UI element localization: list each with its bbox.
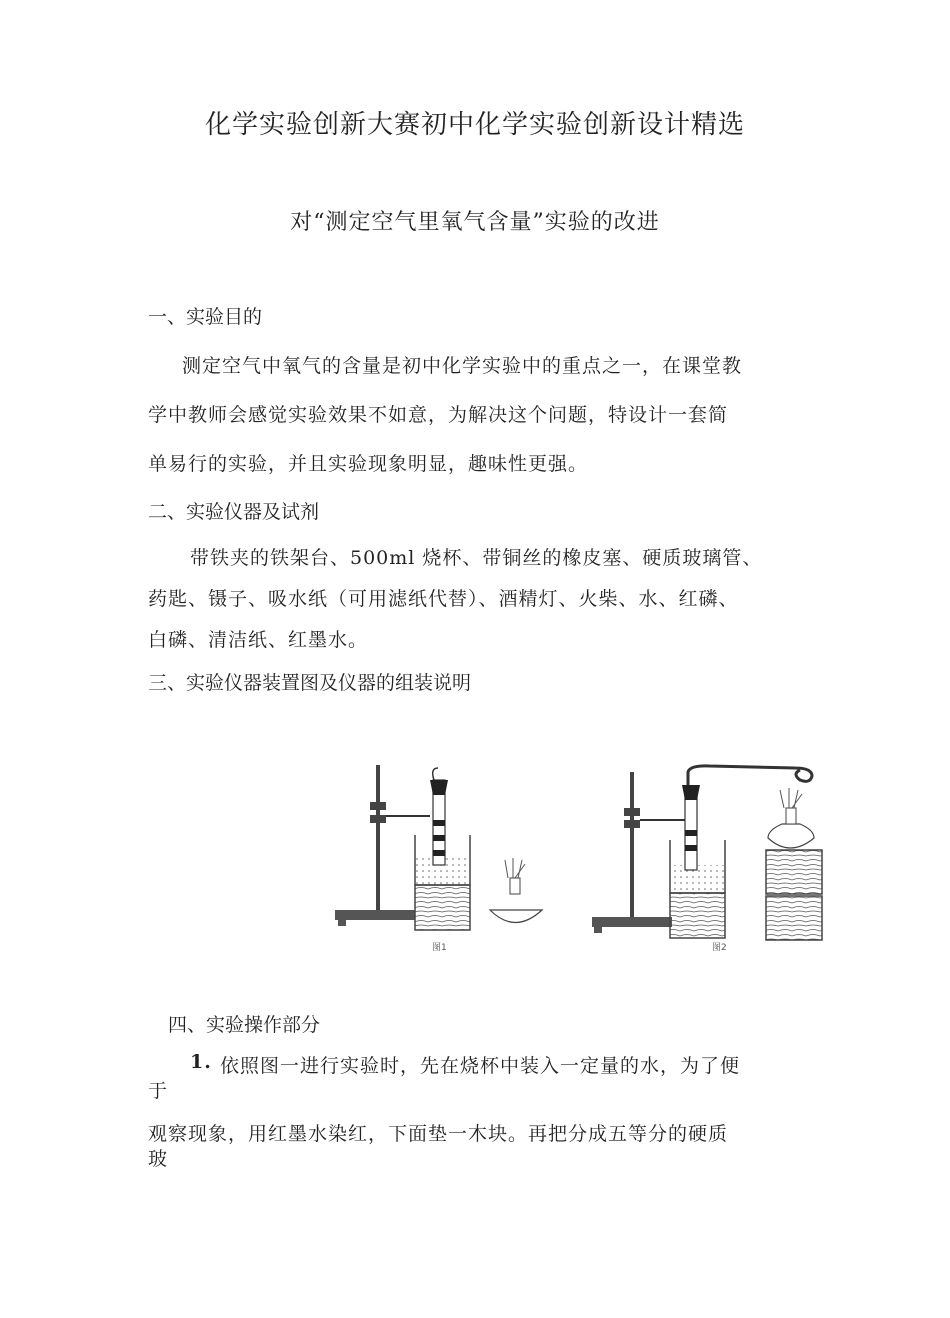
wood-block <box>766 896 822 940</box>
paragraph-line: 带铁夹的铁架台、500ml 烧杯、带铜丝的橡皮塞、硬质玻璃管、 <box>190 547 763 569</box>
section-heading-operation: 四、实验操作部分 <box>168 1014 321 1036</box>
paragraph-line: 观察现象，用红墨水染红，下面垫一木块。再把分成五等分的硬质 <box>148 1123 729 1145</box>
apparatus-figures <box>330 760 840 960</box>
paragraph-line: 药匙、镊子、吸水纸（可用滤纸代替）、酒精灯、火柴、水、红磷、 <box>148 588 739 610</box>
figure-1 <box>335 765 542 953</box>
page-title: 化学实验创新大赛初中化学实验创新设计精选 <box>204 110 745 140</box>
figure-2 <box>592 766 822 953</box>
section-heading-diagram: 三、实验仪器装置图及仪器的组装说明 <box>148 672 472 694</box>
figure-2-caption: 图2 <box>712 943 727 953</box>
stand-rod <box>376 765 380 910</box>
paragraph-line: 白磷、清洁纸、红墨水。 <box>148 629 369 651</box>
stand-rod <box>630 772 634 917</box>
stand-base <box>592 917 672 927</box>
alcohol-lamp <box>490 910 542 923</box>
alcohol-lamp <box>768 824 814 848</box>
section-heading-apparatus: 二、实验仪器及试剂 <box>148 501 320 523</box>
figure-1-caption: 图1 <box>432 943 447 953</box>
paragraph-line: 单易行的实验，并且实验现象明显，趣味性更强。 <box>148 453 589 475</box>
wood-block <box>670 893 725 938</box>
wood-block <box>766 850 822 894</box>
section-heading-purpose: 一、实验目的 <box>148 306 263 328</box>
paragraph-line: 依照图一进行实验时，先在烧杯中装入一定量的水，为了便 <box>220 1055 741 1077</box>
paragraph-line: 测定空气中氧气的含量是初中化学实验中的重点之一，在课堂教 <box>182 355 743 377</box>
paragraph-line: 学中教师会感觉实验效果不如意，为解决这个问题，特设计一套简 <box>148 404 729 426</box>
list-item-number: 1. <box>190 1051 212 1073</box>
paragraph-line: 玻 <box>148 1148 169 1170</box>
page-subtitle: 对“测定空气里氧气含量”实验的改进 <box>290 210 660 235</box>
copper-wire <box>688 766 812 785</box>
wood-block <box>415 885 470 930</box>
stand-base <box>335 910 415 920</box>
paragraph-line: 于 <box>148 1080 169 1102</box>
